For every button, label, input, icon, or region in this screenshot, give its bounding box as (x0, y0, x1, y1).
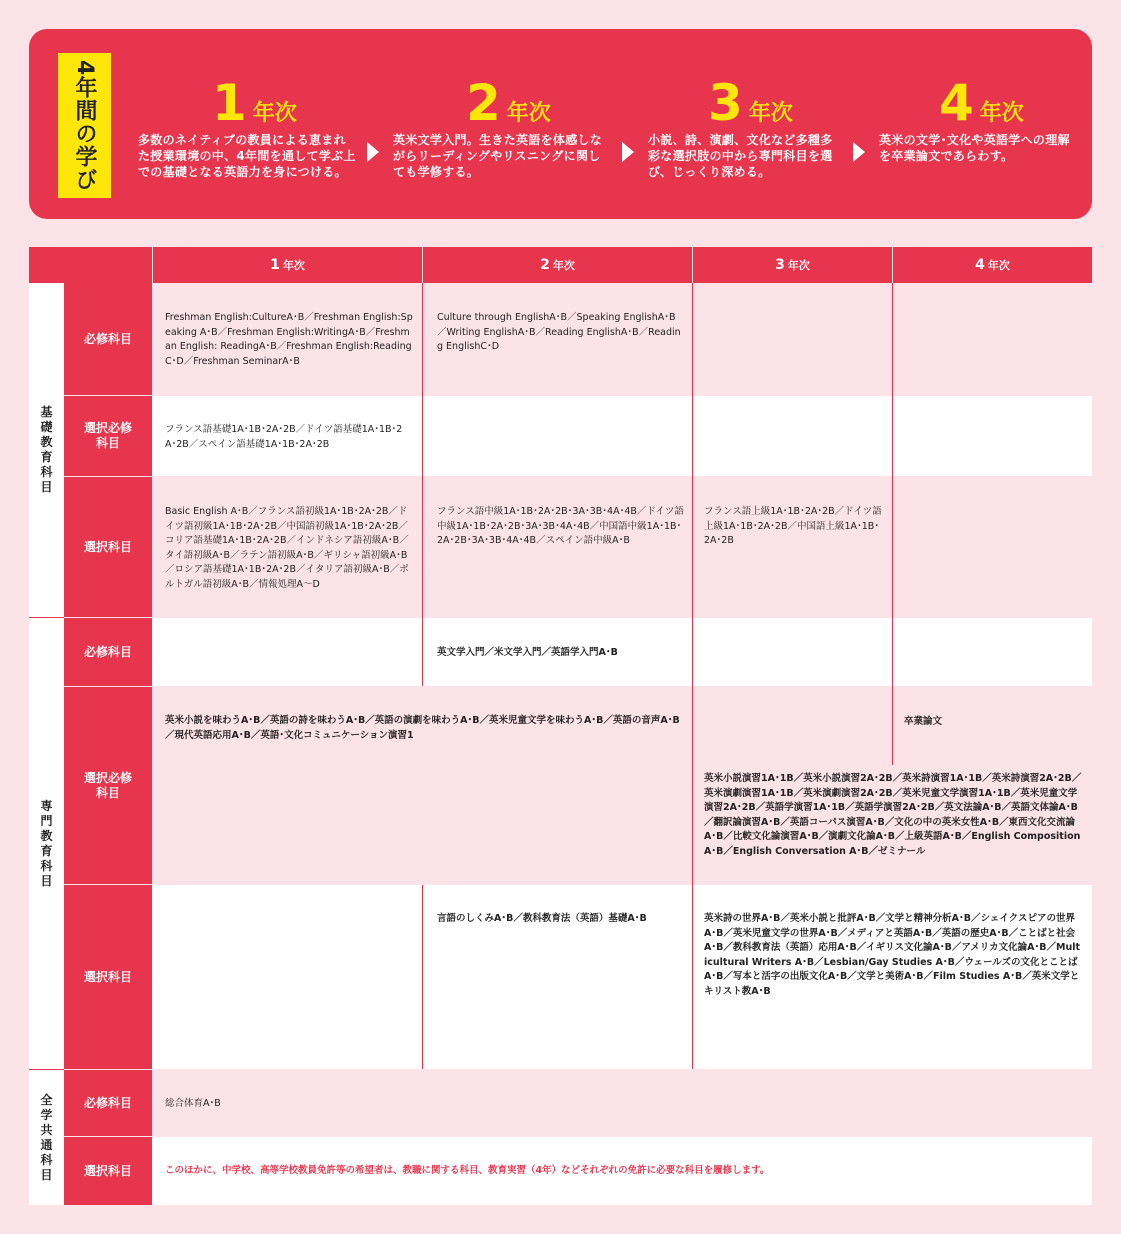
cat-label: 必修科目 (83, 644, 132, 659)
cat-label: 選択科目 (83, 969, 132, 984)
cell-senmon-sentaku-y2: 言語のしくみA･B／教科教育法（英語）基礎A･B (437, 913, 647, 924)
year2-number: 2 (466, 74, 501, 132)
cat-senmon-hisshu (64, 618, 152, 686)
table-header-year3 (693, 247, 892, 283)
group-divider (29, 1069, 64, 1070)
cell-senmon-sentaku-hisshu-y4: 卒業論文 (904, 716, 943, 727)
header-year1-unit: 年次 (282, 259, 305, 272)
header-year2-unit: 年次 (552, 259, 575, 272)
table-header-corner (29, 247, 152, 283)
cat-kiso-sentaku-hisshu (64, 396, 152, 476)
cell-kiso-sentaku-y3: フランス語上級1A･1B･2A･2B／ドイツ語上級1A･1B･2A･2B／中国語上級1A･1B･2A･2B (704, 506, 882, 546)
header-year3-unit: 年次 (787, 259, 810, 272)
table-header-year1 (153, 247, 422, 283)
group-senmon (29, 618, 64, 1069)
cat-label: 必修科目 (83, 1095, 132, 1110)
year2-unit: 年次 (506, 101, 551, 126)
arrow-right-icon (853, 142, 865, 162)
year3-number: 3 (708, 74, 743, 132)
cat-kiso-sentaku (64, 477, 152, 617)
year1-description: 多数のネイティブの教員による恵まれた授業環境の中、4年間を通して学ぶ上での基礎となる英語力を身につける。 (138, 133, 356, 179)
cell-kiso-sentaku-y2: フランス語中級1A･1B･2A･2B･3A･3B･4A･4B／ドイツ語中級1A･1B･2A･2B･3A･3B･4A･4B／中国語中級1A･1B･2A･2B･3A･3B･4A･4B／スペイン語中級A･B (437, 506, 684, 546)
cell-kiso-sentaku-y1: Basic English A･B／フランス語初級1A･1B･2A･2B／ドイツ語初級1A･1B･2A･2B／中国語初級1A･1B･2A･2B／コリア語基礎1A･1B･2A･2B／インドネシア語初級A･B／タイ語初級A･B／ラテン語初級A･B／ギリシャ語初級A･B／ロシア語基礎1A･1B･2A･2B／イタリア語初級A･B／ポルトガル語初級A･B／情報処理A～D (165, 506, 409, 590)
cat-label: 選択必修科目 (84, 770, 133, 800)
group-divider (29, 617, 64, 618)
cat-senmon-sentaku (64, 885, 152, 1069)
cell-kiso-hisshu-y1: Freshman English:CultureA･B／Freshman English:Speaking A･B／Freshman English:WritingA･B／Freshman English: ReadingA･B／Freshman English:ReadingC･D／Freshman SeminarA･B (165, 312, 413, 367)
header-year3-num: 3 (775, 257, 785, 273)
group-zengaku (29, 1070, 64, 1205)
cell-senmon-sentaku-hisshu-y34: 英米小説演習1A･1B／英米小説演習2A･2B／英米詩演習1A･1B／英米詩演習2A･2B／英米演劇演習1A･1B／英米演劇演習2A･2B／英米児童文学演習1A･1B／英米児童文学演習2A･2B／英語学演習1A･1B／英語学演習2A･2B／英文法論A･B／英語文体論A･B／翻訳論演習A･B／英語コーパス演習A･B／文化の中の英米女性A･B／東西文化交流論A･B／比較文化論演習A･B／演劇文化論A･B／上級英語A･B／English Composition A･B／English Conversation A･B／ゼミナール (704, 773, 1082, 857)
header-year4-unit: 年次 (987, 259, 1010, 272)
group-kiso (29, 283, 64, 617)
divider-y3-y4 (892, 283, 893, 765)
year2-heading (466, 74, 551, 132)
header-year1-num: 1 (270, 257, 280, 273)
cat-zengaku-hisshu (64, 1070, 152, 1136)
cell-zengaku-sentaku-note: このほかに、中学校、高等学校教員免許等の希望者は、教職に関する科目、教育実習（4年）などそれぞれの免許に必要な科目を履修します。 (165, 1165, 770, 1176)
cat-label: 選択科目 (83, 539, 132, 554)
cat-label: 選択科目 (83, 1163, 132, 1178)
cat-label: 選択必修科目 (84, 421, 133, 450)
cell-senmon-sentaku-y34: 英米詩の世界A･B／英米小説と批評A･B／文学と精神分析A･B／シェイクスピアの世界A･B／英米児童文学の世界A･B／メディアと英語A･B／英語の歴史A･B／ことばと社会A･B／教科教育法（英語）応用A･B／イギリス文化論A･B／アメリカ文化論A･B／Multicultural Writers A･B／Lesbian/Gay Studies A･B／ウェールズの文化とことばA･B／写本と活字の出版文化A･B／文学と美術A･B／Film Studies A･B／英米文学とキリスト教A･B (704, 913, 1081, 997)
year4-heading (939, 74, 1024, 132)
year3-heading (708, 74, 793, 132)
year2-description: 英米文学入門。生きた英語を体感しながらリーディングやリスニングに関しても学修する。 (393, 133, 603, 179)
cat-kiso-hisshu (64, 283, 152, 395)
four-years-tag (58, 53, 111, 198)
four-years-tag-label: 4年間の学び (72, 59, 97, 192)
overview-banner (29, 29, 1092, 219)
cell-senmon-hisshu-y2: 英文学入門／米文学入門／英語学入門A･B (437, 647, 618, 658)
table-header-year4 (893, 247, 1092, 283)
year1-heading (212, 74, 297, 132)
cell-zengaku-hisshu: 総合体育A･B (165, 1098, 221, 1109)
arrow-right-icon (622, 142, 634, 162)
header-year2-num: 2 (540, 257, 550, 273)
divider-y1-y2 (422, 885, 423, 1069)
group-kiso-label: 基礎教育科目 (40, 405, 53, 494)
year3-unit: 年次 (748, 101, 793, 126)
group-senmon-label: 専門教育科目 (40, 798, 53, 888)
year3-description: 小説、詩、演劇、文化など多種多彩な選択肢の中から専門科目を選び、じっくり深める。 (648, 133, 833, 179)
year1-number: 1 (212, 74, 247, 132)
cat-senmon-sentaku-hisshu (64, 687, 152, 884)
year4-number: 4 (939, 74, 974, 132)
arrow-right-icon (367, 142, 379, 162)
cat-label: 必修科目 (83, 331, 132, 346)
year4-description: 英米の文学･文化や英語学への理解を卒業論文であらわす。 (879, 133, 1070, 163)
cell-kiso-hisshu-y2: Culture through EnglishA･B／Speaking EnglishA･B／Writing EnglishA･B／Reading EnglishA･B／Reading EnglishC･D (437, 312, 681, 352)
header-year4-num: 4 (975, 257, 985, 273)
cell-kiso-sentaku-hisshu-y1: フランス語基礎1A･1B･2A･2B／ドイツ語基礎1A･1B･2A･2B／スペイン語基礎1A･1B･2A･2B (165, 424, 403, 450)
group-zengaku-label: 全学共通科目 (40, 1092, 53, 1182)
divider-y2-y3 (692, 283, 693, 1069)
cat-zengaku-sentaku (64, 1137, 152, 1205)
divider-y1-y2 (422, 283, 423, 686)
cell-senmon-sentaku-hisshu-y12: 英米小説を味わうA･B／英語の詩を味わうA･B／英語の演劇を味わうA･B／英米児童文学を味わうA･B／英語の音声A･B／現代英語応用A･B／英語･文化コミュニケーション演習1 (165, 715, 680, 741)
table-header-year2 (423, 247, 692, 283)
year1-unit: 年次 (252, 101, 297, 126)
year4-unit: 年次 (979, 101, 1024, 126)
